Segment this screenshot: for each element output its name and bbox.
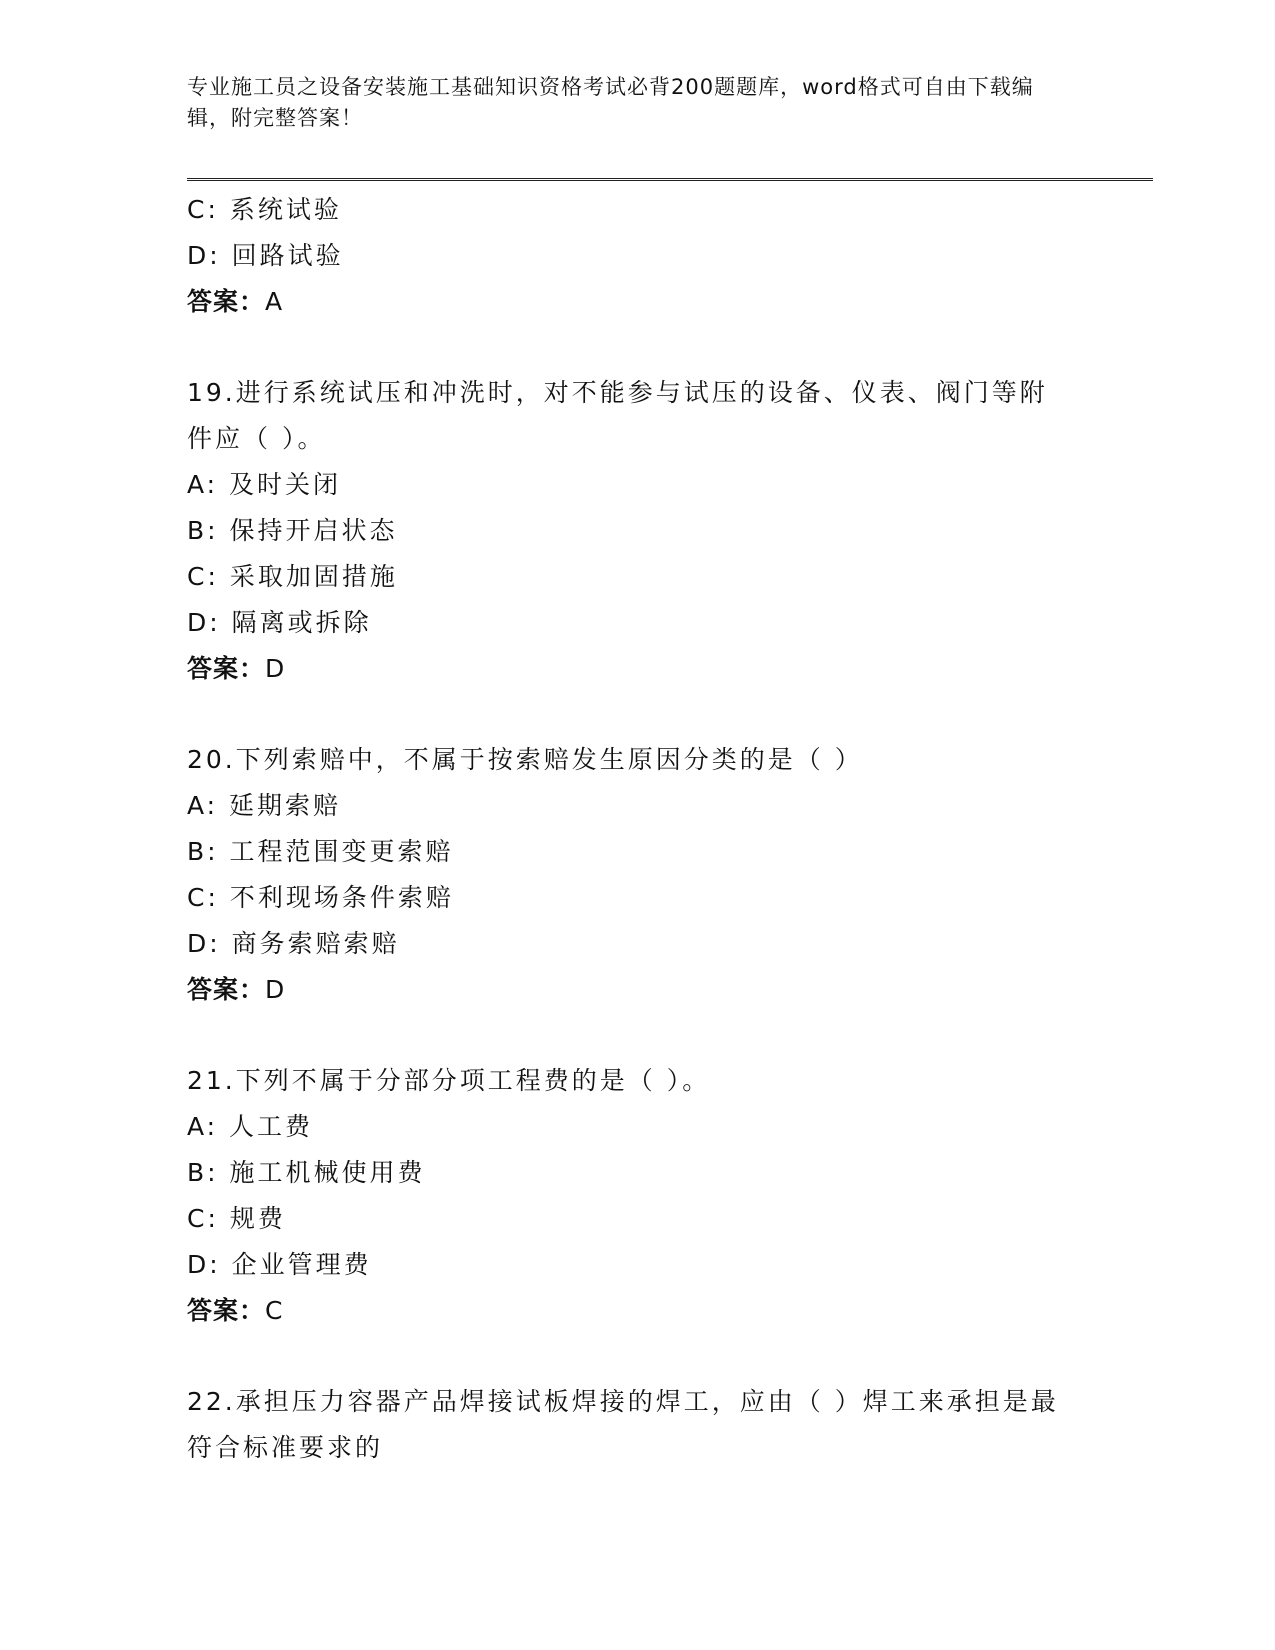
answer-value: C (265, 1296, 284, 1325)
option-d (187, 233, 1087, 279)
option-key: B: (187, 516, 219, 545)
option-key: C: (187, 562, 219, 591)
option-b (187, 508, 1087, 554)
option-a (187, 462, 1087, 508)
option-c (187, 187, 1087, 233)
option-d (187, 921, 1087, 967)
option-d (187, 600, 1087, 646)
option-key: C: (187, 1204, 219, 1233)
document-header (187, 72, 1067, 134)
option-key: B: (187, 1158, 219, 1187)
question-stem: 22.承担压力容器产品焊接试板焊接的焊工，应由（ ）焊工来承担是最符合标准要求的 (187, 1387, 1059, 1462)
option-text: 工程范围变更索赔 (229, 837, 454, 866)
answer-label: 答案： (187, 287, 266, 316)
question-stem: 20.下列索赔中，不属于按索赔发生原因分类的是（ ） (187, 745, 863, 774)
option-text: 不利现场条件索赔 (229, 883, 454, 912)
answer-value: D (265, 975, 286, 1004)
option-c (187, 875, 1087, 921)
option-text: 规费 (229, 1204, 286, 1233)
option-b (187, 1150, 1087, 1196)
option-text: 人工费 (229, 1112, 314, 1141)
option-text: 施工机械使用费 (229, 1158, 426, 1187)
answer-label: 答案： (187, 1296, 266, 1325)
document-title: 专业施工员之设备安装施工基础知识资格考试必背200题题库，word格式可自由下载编辑，附完整答案！ (187, 75, 1034, 130)
answer-line (187, 646, 1087, 692)
answer-value: A (265, 287, 284, 316)
option-b (187, 829, 1087, 875)
question-stem: 21.下列不属于分部分项工程费的是（ ）。 (187, 1066, 711, 1095)
option-key: D: (187, 929, 221, 958)
option-text: 及时关闭 (229, 470, 342, 499)
option-key: C: (187, 195, 219, 224)
option-text: 企业管理费 (231, 1250, 372, 1279)
option-d (187, 1242, 1087, 1288)
option-text: 采取加固措施 (229, 562, 398, 591)
option-key: B: (187, 837, 219, 866)
option-c (187, 1196, 1087, 1242)
question-list (187, 187, 1087, 1471)
option-a (187, 783, 1087, 829)
option-key: D: (187, 608, 221, 637)
option-key: D: (187, 241, 221, 270)
option-a (187, 1104, 1087, 1150)
answer-line (187, 1288, 1087, 1334)
option-text: 系统试验 (229, 195, 342, 224)
option-key: A: (187, 791, 219, 820)
header-divider (187, 178, 1153, 181)
answer-line (187, 967, 1087, 1013)
option-key: D: (187, 1250, 221, 1279)
answer-value: D (265, 654, 286, 683)
answer-label: 答案： (187, 654, 266, 683)
option-text: 回路试验 (231, 241, 344, 270)
option-text: 保持开启状态 (229, 516, 398, 545)
option-key: A: (187, 470, 219, 499)
option-key: C: (187, 883, 219, 912)
option-c (187, 554, 1087, 600)
option-key: A: (187, 1112, 219, 1141)
answer-label: 答案： (187, 975, 266, 1004)
option-text: 延期索赔 (229, 791, 342, 820)
option-text: 隔离或拆除 (231, 608, 372, 637)
option-text: 商务索赔索赔 (231, 929, 400, 958)
answer-line (187, 279, 1087, 325)
question-stem: 19.进行系统试压和冲洗时，对不能参与试压的设备、仪表、阀门等附件应（ ）。 (187, 378, 1048, 453)
